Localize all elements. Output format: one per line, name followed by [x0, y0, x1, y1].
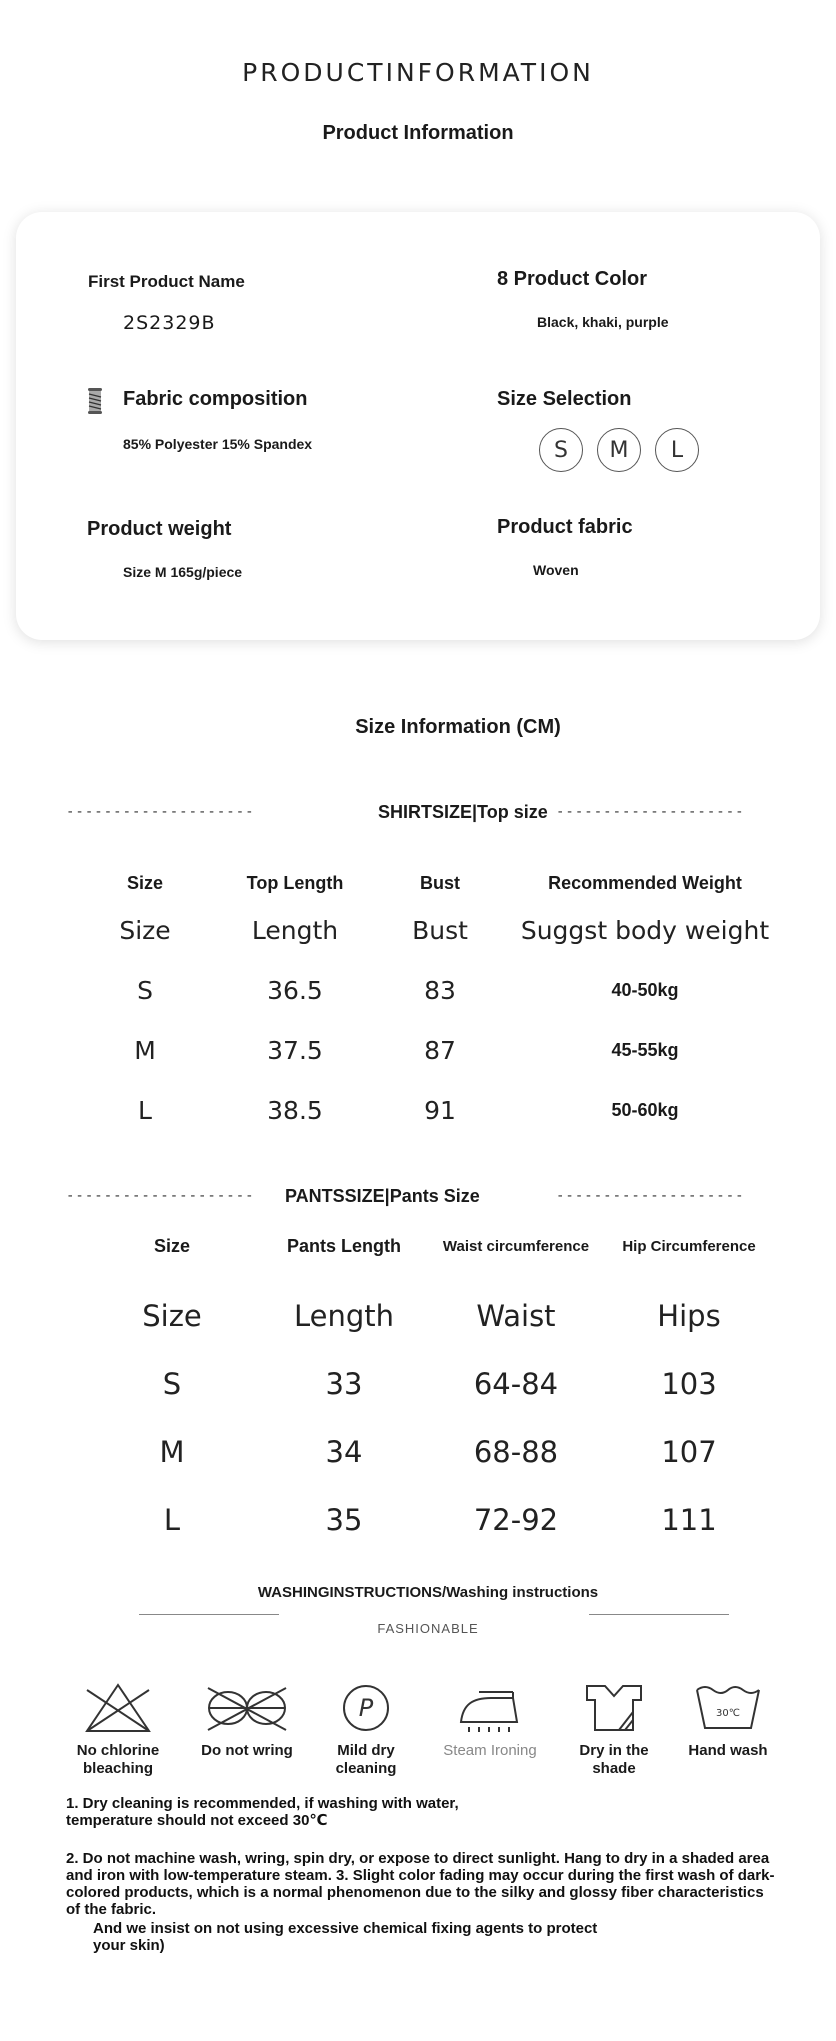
table-subheader-row [60, 900, 800, 960]
care-label: Hand wash [688, 1742, 768, 1759]
table-cell: 45-55kg [611, 1039, 679, 1060]
table-header: Recommended Weight [548, 872, 742, 893]
table-cell: 72-92 [473, 1503, 559, 1537]
size-options [539, 428, 699, 472]
table-header: Hip Circumference [622, 1237, 756, 1255]
table-cell: M [134, 1035, 156, 1065]
care-item [430, 1682, 550, 1778]
size-info-title: Size Information (CM) [355, 716, 561, 738]
page-title-en: PRODUCTINFORMATION [242, 58, 594, 87]
table-header: Top Length [246, 872, 344, 893]
table-cell: S [137, 975, 153, 1005]
table-cell: L [138, 1095, 152, 1125]
table-row [86, 1350, 776, 1418]
page-title: Product Information [322, 122, 514, 144]
shirt-size-title: SHIRTSIZE|Top size [378, 802, 548, 822]
do-not-wring-icon [204, 1682, 290, 1734]
product-weight-value: Size M 165g/piece [123, 564, 243, 580]
table-row [86, 1486, 776, 1554]
pants-divider-right: -------------------- [556, 1188, 745, 1204]
table-header: Size [153, 1235, 191, 1256]
shirt-size-table [60, 866, 800, 1140]
size-selection-label: Size Selection [497, 388, 632, 410]
table-cell: S [162, 1367, 182, 1401]
fabric-composition-value: 85% Polyester 15% Spandex [123, 436, 313, 452]
divider [589, 1614, 729, 1615]
table-cell: 40-50kg [611, 979, 679, 1000]
thread-spool-icon [86, 386, 104, 421]
table-subheader-row [86, 1282, 776, 1350]
table-header: Bust [420, 872, 460, 893]
fabric-composition-label: Fabric composition [123, 388, 308, 410]
table-cell: 64-84 [473, 1367, 559, 1401]
table-cell: 38.5 [267, 1095, 323, 1125]
table-row [86, 1418, 776, 1486]
size-option-s[interactable]: S [539, 428, 583, 472]
table-cell: 107 [661, 1435, 717, 1469]
care-label: Steam Ironing [443, 1742, 537, 1759]
care-item [192, 1682, 302, 1778]
table-cell: Waist [476, 1299, 556, 1333]
table-cell: 35 [325, 1503, 363, 1537]
washing-title: WASHINGINSTRUCTIONS/Washing instructions [257, 1584, 599, 1601]
size-option-m[interactable]: M [597, 428, 641, 472]
care-item [58, 1682, 178, 1778]
care-item [316, 1682, 416, 1778]
mild-dry-clean-icon [340, 1682, 392, 1734]
table-cell: 50-60kg [611, 1099, 679, 1120]
table-cell: Bust [412, 915, 468, 945]
table-cell: M [159, 1435, 185, 1469]
table-row [60, 1080, 800, 1140]
product-weight-label: Product weight [87, 518, 232, 540]
no-chlorine-bleach-icon [83, 1682, 153, 1734]
table-row [60, 960, 800, 1020]
pants-size-title: PANTSSIZE|Pants Size [285, 1186, 480, 1206]
table-cell: 83 [424, 975, 456, 1005]
washing-subtitle: FASHIONABLE [377, 1621, 479, 1636]
care-label: No chlorine bleaching [76, 1742, 160, 1777]
table-cell: 111 [661, 1503, 717, 1537]
table-header: Pants Length [286, 1235, 401, 1256]
wash-note-2: 2. Do not machine wash, wring, spin dry, or expose to direct sunlight. Hang to dry in a shaded area and iron with low-temperature steam. 3. Slight color fading may occur during the first wash of dark-colored products, which is a normal phenomenon due to the silky and glossy fiber characteristics of the fabric. [66, 1850, 775, 1918]
product-name-value: 2S2329B [123, 312, 216, 334]
wash-note-1: 1. Dry cleaning is recommended, if washing with water, temperature should not exceed 30℃ [66, 1795, 459, 1829]
hand-wash-icon [693, 1682, 763, 1734]
product-fabric-value: Woven [533, 562, 579, 578]
shirt-divider-right: -------------------- [556, 804, 745, 820]
table-cell: Size [142, 1299, 202, 1333]
dry-in-shade-icon [583, 1682, 645, 1734]
care-item [678, 1682, 778, 1778]
wash-note-3: And we insist on not using excessive chemical fixing agents to protect your skin) [93, 1920, 598, 1954]
temperature-label: 30℃ [716, 1708, 740, 1719]
table-cell: Hips [657, 1299, 721, 1333]
product-name-label: First Product Name [88, 272, 245, 291]
color-label: 8 Product Color [497, 268, 648, 290]
table-cell: 36.5 [267, 975, 323, 1005]
table-cell: Size [119, 915, 171, 945]
table-row [60, 1020, 800, 1080]
table-cell: 37.5 [267, 1035, 323, 1065]
care-label: Mild dry cleaning [335, 1742, 397, 1777]
color-value: Black, khaki, purple [537, 314, 669, 330]
product-fabric-label: Product fabric [497, 516, 633, 538]
table-header: Waist circumference [442, 1237, 590, 1255]
table-cell: Length [293, 1299, 395, 1333]
svg-text:P: P [358, 1694, 374, 1722]
pants-size-table [86, 1230, 776, 1554]
table-header-row [86, 1230, 776, 1262]
care-item [564, 1682, 664, 1778]
care-label: Dry in the shade [579, 1742, 649, 1777]
pants-divider-left: -------------------- [66, 1188, 255, 1204]
divider [139, 1614, 279, 1615]
shirt-divider-left: -------------------- [66, 804, 255, 820]
size-option-l[interactable]: L [655, 428, 699, 472]
steam-iron-icon [455, 1682, 525, 1734]
table-cell: Length [251, 915, 339, 945]
table-cell: 34 [325, 1435, 363, 1469]
product-info-card [16, 212, 820, 640]
table-cell: 103 [661, 1367, 717, 1401]
table-header: Size [126, 872, 164, 893]
care-label: Do not wring [201, 1742, 293, 1759]
table-cell: 68-88 [473, 1435, 559, 1469]
table-cell: 33 [325, 1367, 363, 1401]
care-icons [58, 1682, 778, 1778]
table-cell: 91 [424, 1095, 456, 1125]
table-cell: Suggst body weight [520, 915, 770, 945]
table-cell: L [163, 1503, 181, 1537]
table-header-row [60, 866, 800, 900]
table-cell: 87 [424, 1035, 456, 1065]
